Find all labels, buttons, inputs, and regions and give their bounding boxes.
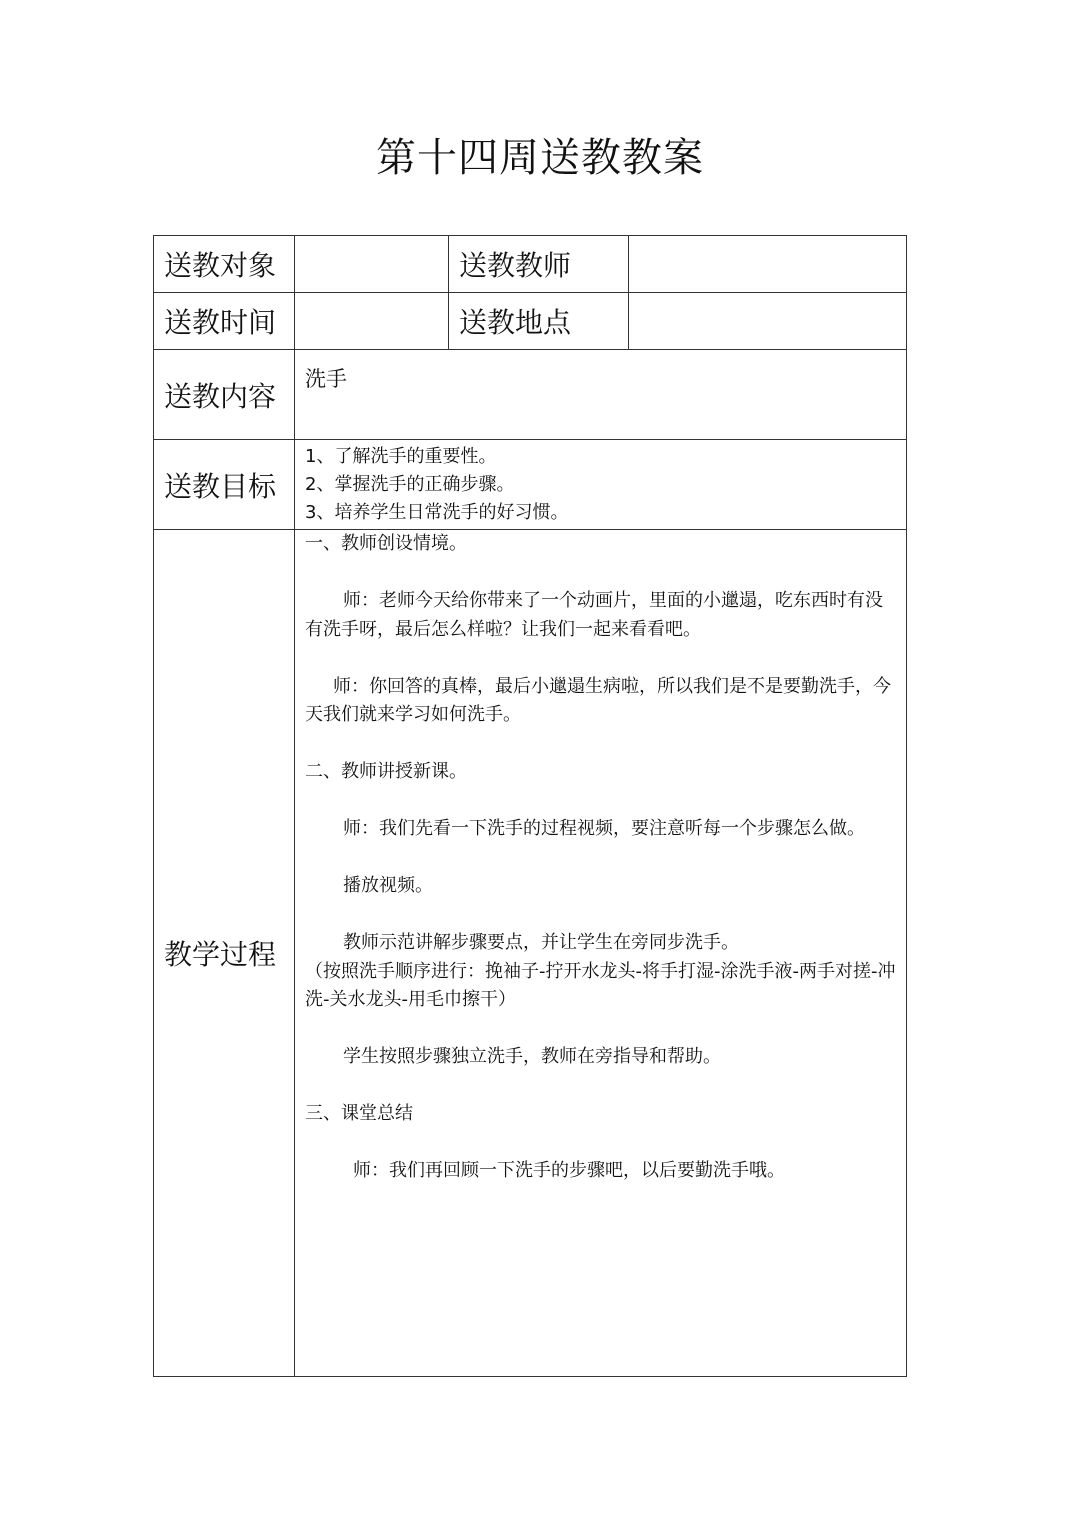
target-value xyxy=(295,236,449,293)
goal-item: 1、了解洗手的重要性。 xyxy=(305,445,497,467)
table-row xyxy=(154,350,907,440)
process-paragraph: 师：我们先看一下洗手的过程视频，要注意听每一个步骤怎么做。 xyxy=(343,818,865,839)
process-paragraph: 师：你回答的真棒，最后小邋遢生病啦，所以我们是不是要勤洗手，今天我们就来学习如何洗手。 xyxy=(305,675,891,725)
process-paragraph: 学生按照步骤独立洗手，教师在旁指导和帮助。 xyxy=(343,1046,721,1067)
target-label: 送教对象 xyxy=(154,236,295,293)
time-label: 送教时间 xyxy=(154,293,295,350)
process-paragraph: （按照洗手顺序进行：挽袖子-拧开水龙头-将手打湿-涂洗手液-两手对搓-冲洗-关水龙头-用毛巾擦干） xyxy=(305,960,896,1010)
teacher-label: 送教教师 xyxy=(449,236,629,293)
process-heading: 二、教师讲授新课。 xyxy=(305,761,467,782)
process-label: 教学过程 xyxy=(154,530,295,1377)
lesson-plan-table xyxy=(153,235,907,1377)
process-paragraph: 师：老师今天给你带来了一个动画片，里面的小邋遢，吃东西时有没有洗手呀，最后怎么样啦？让我们一起来看看吧。 xyxy=(305,590,883,640)
table-row xyxy=(154,530,907,1377)
process-heading: 一、教师创设情境。 xyxy=(305,533,467,554)
teacher-value xyxy=(629,236,907,293)
table-row xyxy=(154,440,907,530)
content-label: 送教内容 xyxy=(154,350,295,440)
table-row xyxy=(154,236,907,293)
place-value xyxy=(629,293,907,350)
process-paragraph: 师：我们再回顾一下洗手的步骤吧，以后要勤洗手哦。 xyxy=(353,1160,785,1181)
process-heading: 三、课堂总结 xyxy=(305,1103,413,1124)
page-title: 第十四周送教教案 xyxy=(376,135,704,181)
process-cell xyxy=(295,530,907,1377)
place-label: 送教地点 xyxy=(449,293,629,350)
process-paragraph: 教师示范讲解步骤要点，并让学生在旁同步洗手。 xyxy=(343,932,739,953)
process-paragraph: 播放视频。 xyxy=(343,875,433,896)
goals-label: 送教目标 xyxy=(154,440,295,530)
goal-item: 3、培养学生日常洗手的好习惯。 xyxy=(305,501,569,523)
content-value: 洗手 xyxy=(295,350,907,440)
goals-cell xyxy=(295,440,907,530)
table-row xyxy=(154,293,907,350)
time-value xyxy=(295,293,449,350)
goal-item: 2、掌握洗手的正确步骤。 xyxy=(305,473,515,495)
